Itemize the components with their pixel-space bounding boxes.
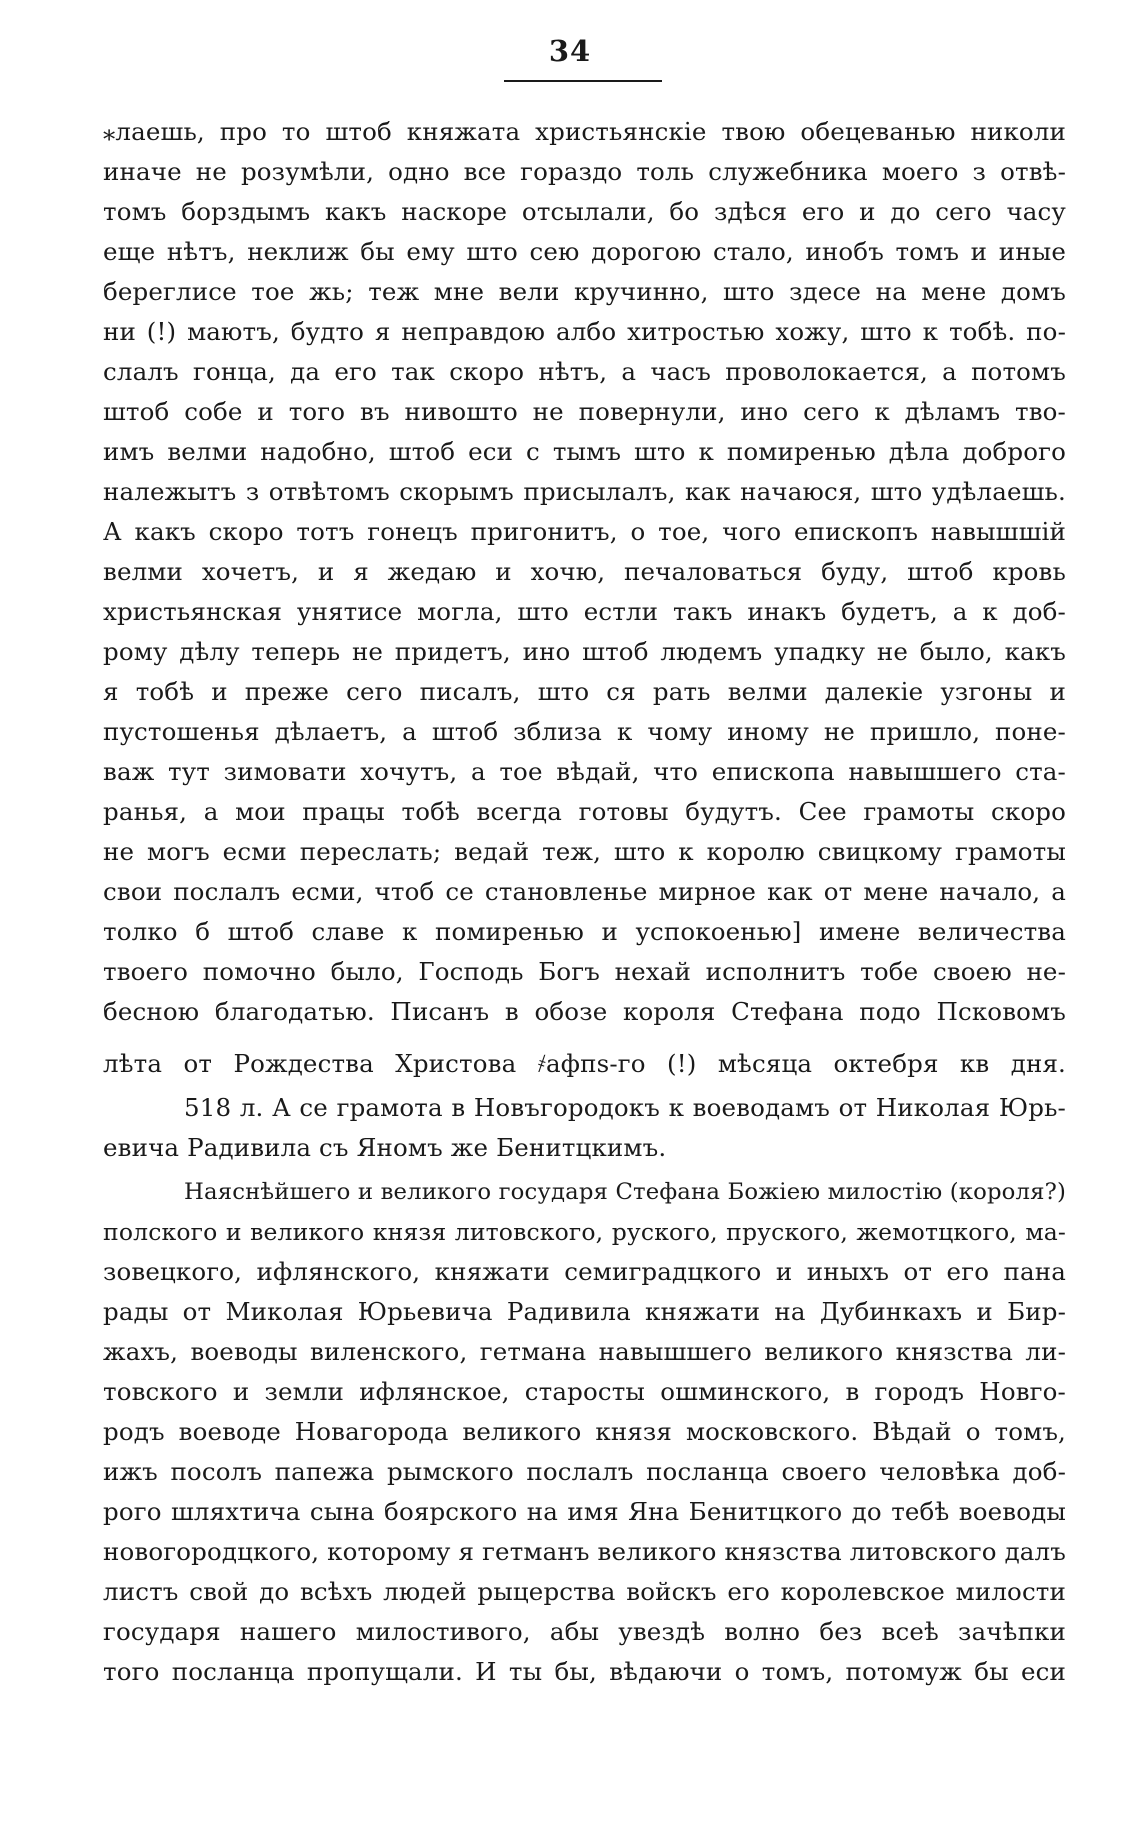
text-line: полского и великого князя литовского, руского, пруского, жемотцкого, ма- [103, 1218, 1066, 1246]
body-text [103, 112, 1066, 1692]
text-line: рого шляхтича сына боярского на имя Яна Бенитцкого до тебѣ воеводы [103, 1497, 1066, 1526]
text-line: жахъ, воеводы виленского, гетмана навышшего великого князства ли- [103, 1337, 1066, 1366]
text-line: рады от Миколая Юрьевича Радивила княжати на Дубинкахъ и Бир- [103, 1297, 1066, 1326]
page-number-rule [504, 80, 662, 82]
page-number: 34 [548, 34, 592, 68]
text-line: слалъ гонца, да его так скоро нѣтъ, а часъ проволокается, а потомъ [103, 357, 1066, 386]
text-line: товского и земли ифлянское, старосты ошминского, в городъ Новго- [103, 1377, 1066, 1406]
text-line: рому дѣлу теперь не придетъ, ино штоб людемъ упадку не было, какъ [103, 637, 1066, 666]
text-line: родъ воеводе Новагорода великого князя московского. Вѣдай о томъ, [103, 1417, 1066, 1446]
text-line: свои послалъ есми, чтоб се становленье мирное как от мене начало, а [103, 877, 1066, 906]
text-line: еще нѣтъ, неклиж бы ему што сею дорогою стало, инобъ томъ и иные [103, 237, 1066, 266]
text-line: зовецкого, ифлянского, княжати семиградцкого и иныхъ от его пана [103, 1257, 1066, 1286]
text-line: не могъ есми переслать; ведай теж, што к королю свицкому грамоты [103, 837, 1066, 866]
text-line: належытъ з отвѣтомъ скорымъ присылалъ, как начаюся, што удѣлаешь. [103, 477, 1066, 506]
text-line: христьянская унятисе могла, што естли такъ инакъ будетъ, а к доб- [103, 597, 1066, 626]
document-heading-line: евича Радивила съ Яномъ же Бенитцкимъ. [103, 1133, 667, 1162]
text-line: имъ велми надобно, штоб еси с тымъ што к помиренью дѣла доброго [103, 437, 1066, 466]
text-line: толко б штоб славе к помиренью и успокоенью] имене величества [103, 917, 1066, 946]
text-line: А какъ скоро тотъ гонецъ пригонитъ, о тое, чого епископъ навышшій [103, 517, 1066, 546]
text-line: Наяснѣйшего и великого государя Стефана Божіею милостію (короля?) [184, 1179, 1066, 1205]
text-line: штоб собе и того въ нивошто не повернули, ино сего к дѣламъ тво- [103, 397, 1066, 426]
text-line: лѣта от Рождества Христова ҂афпѕ-го (!) мѣсяца октебря кв дня. [103, 1049, 1066, 1078]
text-line: иначе не розумѣли, одно все гораздо толь служебника моего з отвѣ- [103, 157, 1066, 186]
text-line: ижъ посолъ папежа рымского послалъ посланца своего человѣка доб- [103, 1457, 1066, 1486]
text-line: пустошенья дѣлаетъ, а штоб зблиза к чому иному не пришло, поне- [103, 717, 1066, 746]
text-line: велми хочетъ, и я жедаю и хочю, печаловаться буду, штоб кровь [103, 557, 1066, 586]
text-line: государя нашего милостивого, абы увездѣ волно без всеѣ зачѣпки [103, 1617, 1066, 1646]
text-line: береглисе тое жь; теж мне вели кручинно, што здесе на мене домъ [103, 277, 1066, 306]
document-heading-line: 518 л. А се грамота в Новъгородокъ к воеводамъ от Николая Юрь- [184, 1093, 1066, 1122]
text-line: ранья, а мои працы тобѣ всегда готовы будутъ. Сее грамоты скоро [103, 797, 1066, 826]
text-line: я тобѣ и преже сего писалъ, што ся рать велми далекіе узгоны и [103, 677, 1066, 706]
text-line: бесною благодатью. Писанъ в обозе короля Стефана подо Псковомъ [103, 997, 1066, 1026]
text-line: важ тут зимовати хочутъ, а тое вѣдай, что епископа навышшего ста- [103, 757, 1066, 786]
text-line: того посланца пропущали. И ты бы, вѣдаючи о томъ, потомуж бы еси [103, 1657, 1066, 1686]
text-line: листъ свой до всѣхъ людей рыцерства войскъ его королевское милости [103, 1577, 1066, 1606]
text-line: новогородцкого, которому я гетманъ великого князства литовского далъ [103, 1537, 1067, 1566]
text-line: томъ борздымъ какъ наскоре отсылали, бо здѣся его и до сего часу [103, 197, 1066, 226]
text-line: ⁎лаешь, про то штоб княжата христьянскіе твою обецеванью николи [103, 117, 1066, 146]
text-line: твоего помочно было, Господь Богъ нехай исполнитъ тобе своею не- [103, 957, 1066, 986]
text-line: ни (!) маютъ, будто я неправдою албо хитростью хожу, што к тобѣ. по- [103, 317, 1066, 346]
